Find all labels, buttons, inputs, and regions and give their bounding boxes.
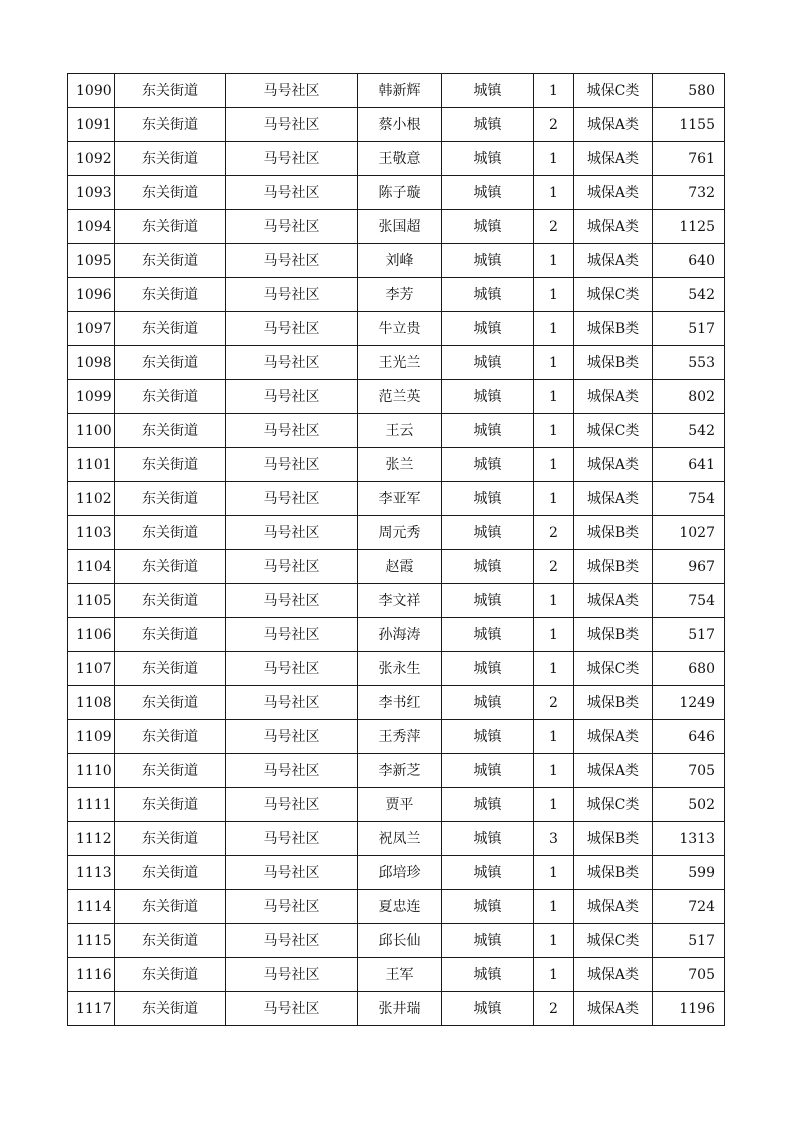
cell-subdistrict: 东关街道 bbox=[115, 380, 226, 414]
cell-household-type: 城镇 bbox=[442, 924, 534, 958]
cell-household-type: 城镇 bbox=[442, 856, 534, 890]
cell-household-size: 1 bbox=[534, 448, 574, 482]
cell-community: 马号社区 bbox=[226, 414, 358, 448]
cell-household-type: 城镇 bbox=[442, 516, 534, 550]
cell-amount: 517 bbox=[653, 618, 725, 652]
cell-subdistrict: 东关街道 bbox=[115, 686, 226, 720]
cell-name: 范兰英 bbox=[358, 380, 442, 414]
cell-name: 王光兰 bbox=[358, 346, 442, 380]
cell-category: 城保A类 bbox=[574, 244, 653, 278]
cell-serial-number: 1114 bbox=[68, 890, 115, 924]
cell-amount: 1027 bbox=[653, 516, 725, 550]
table-row bbox=[68, 992, 725, 1026]
cell-household-size: 1 bbox=[534, 346, 574, 380]
cell-subdistrict: 东关街道 bbox=[115, 890, 226, 924]
cell-subdistrict: 东关街道 bbox=[115, 278, 226, 312]
cell-household-size: 1 bbox=[534, 142, 574, 176]
cell-household-size: 1 bbox=[534, 856, 574, 890]
table-row bbox=[68, 516, 725, 550]
cell-serial-number: 1107 bbox=[68, 652, 115, 686]
table-row bbox=[68, 822, 725, 856]
cell-household-type: 城镇 bbox=[442, 346, 534, 380]
cell-household-size: 1 bbox=[534, 312, 574, 346]
table-row bbox=[68, 312, 725, 346]
cell-name: 刘峰 bbox=[358, 244, 442, 278]
cell-name: 李芳 bbox=[358, 278, 442, 312]
cell-name: 李书红 bbox=[358, 686, 442, 720]
cell-name: 张国超 bbox=[358, 210, 442, 244]
cell-category: 城保B类 bbox=[574, 822, 653, 856]
table-row bbox=[68, 652, 725, 686]
cell-household-size: 1 bbox=[534, 74, 574, 108]
cell-household-type: 城镇 bbox=[442, 482, 534, 516]
cell-amount: 680 bbox=[653, 652, 725, 686]
cell-household-size: 1 bbox=[534, 652, 574, 686]
cell-category: 城保A类 bbox=[574, 890, 653, 924]
table-row bbox=[68, 856, 725, 890]
cell-community: 马号社区 bbox=[226, 244, 358, 278]
cell-household-size: 1 bbox=[534, 618, 574, 652]
table-row bbox=[68, 414, 725, 448]
cell-name: 王秀萍 bbox=[358, 720, 442, 754]
cell-category: 城保B类 bbox=[574, 550, 653, 584]
cell-community: 马号社区 bbox=[226, 992, 358, 1026]
cell-household-size: 1 bbox=[534, 584, 574, 618]
table-row bbox=[68, 482, 725, 516]
cell-community: 马号社区 bbox=[226, 924, 358, 958]
cell-amount: 502 bbox=[653, 788, 725, 822]
cell-household-size: 1 bbox=[534, 924, 574, 958]
cell-serial-number: 1111 bbox=[68, 788, 115, 822]
cell-subdistrict: 东关街道 bbox=[115, 244, 226, 278]
cell-category: 城保B类 bbox=[574, 312, 653, 346]
cell-amount: 705 bbox=[653, 754, 725, 788]
cell-household-type: 城镇 bbox=[442, 210, 534, 244]
cell-household-size: 1 bbox=[534, 754, 574, 788]
cell-amount: 732 bbox=[653, 176, 725, 210]
cell-category: 城保A类 bbox=[574, 448, 653, 482]
cell-name: 陈子璇 bbox=[358, 176, 442, 210]
cell-household-size: 1 bbox=[534, 788, 574, 822]
cell-serial-number: 1106 bbox=[68, 618, 115, 652]
cell-household-size: 1 bbox=[534, 244, 574, 278]
cell-community: 马号社区 bbox=[226, 618, 358, 652]
cell-community: 马号社区 bbox=[226, 210, 358, 244]
cell-name: 夏忠连 bbox=[358, 890, 442, 924]
cell-name: 贾平 bbox=[358, 788, 442, 822]
table-row bbox=[68, 890, 725, 924]
cell-serial-number: 1117 bbox=[68, 992, 115, 1026]
cell-household-type: 城镇 bbox=[442, 312, 534, 346]
cell-amount: 1196 bbox=[653, 992, 725, 1026]
table-row bbox=[68, 924, 725, 958]
cell-amount: 802 bbox=[653, 380, 725, 414]
cell-serial-number: 1098 bbox=[68, 346, 115, 380]
cell-household-size: 2 bbox=[534, 686, 574, 720]
cell-household-type: 城镇 bbox=[442, 618, 534, 652]
cell-serial-number: 1110 bbox=[68, 754, 115, 788]
cell-household-type: 城镇 bbox=[442, 108, 534, 142]
cell-name: 张兰 bbox=[358, 448, 442, 482]
table-row bbox=[68, 754, 725, 788]
cell-serial-number: 1100 bbox=[68, 414, 115, 448]
cell-amount: 517 bbox=[653, 312, 725, 346]
cell-serial-number: 1092 bbox=[68, 142, 115, 176]
cell-category: 城保B类 bbox=[574, 856, 653, 890]
table-row bbox=[68, 142, 725, 176]
cell-name: 孙海涛 bbox=[358, 618, 442, 652]
cell-household-type: 城镇 bbox=[442, 448, 534, 482]
cell-community: 马号社区 bbox=[226, 108, 358, 142]
cell-serial-number: 1112 bbox=[68, 822, 115, 856]
cell-amount: 646 bbox=[653, 720, 725, 754]
cell-name: 周元秀 bbox=[358, 516, 442, 550]
cell-name: 邱培珍 bbox=[358, 856, 442, 890]
cell-household-size: 1 bbox=[534, 414, 574, 448]
cell-household-type: 城镇 bbox=[442, 584, 534, 618]
cell-community: 马号社区 bbox=[226, 380, 358, 414]
cell-household-size: 2 bbox=[534, 992, 574, 1026]
cell-household-type: 城镇 bbox=[442, 992, 534, 1026]
table-row bbox=[68, 74, 725, 108]
subsidy-roster-table bbox=[67, 73, 725, 1026]
cell-category: 城保A类 bbox=[574, 584, 653, 618]
cell-serial-number: 1094 bbox=[68, 210, 115, 244]
cell-household-size: 1 bbox=[534, 278, 574, 312]
cell-community: 马号社区 bbox=[226, 856, 358, 890]
cell-household-type: 城镇 bbox=[442, 244, 534, 278]
cell-household-size: 2 bbox=[534, 210, 574, 244]
cell-household-type: 城镇 bbox=[442, 958, 534, 992]
cell-name: 王云 bbox=[358, 414, 442, 448]
cell-subdistrict: 东关街道 bbox=[115, 652, 226, 686]
cell-community: 马号社区 bbox=[226, 176, 358, 210]
cell-subdistrict: 东关街道 bbox=[115, 856, 226, 890]
cell-amount: 1313 bbox=[653, 822, 725, 856]
cell-category: 城保C类 bbox=[574, 278, 653, 312]
table-row bbox=[68, 550, 725, 584]
cell-household-type: 城镇 bbox=[442, 278, 534, 312]
cell-subdistrict: 东关街道 bbox=[115, 754, 226, 788]
cell-community: 马号社区 bbox=[226, 142, 358, 176]
cell-community: 马号社区 bbox=[226, 686, 358, 720]
cell-household-type: 城镇 bbox=[442, 142, 534, 176]
cell-serial-number: 1109 bbox=[68, 720, 115, 754]
table-row bbox=[68, 958, 725, 992]
cell-subdistrict: 东关街道 bbox=[115, 516, 226, 550]
cell-amount: 967 bbox=[653, 550, 725, 584]
cell-subdistrict: 东关街道 bbox=[115, 822, 226, 856]
cell-amount: 1249 bbox=[653, 686, 725, 720]
cell-household-size: 3 bbox=[534, 822, 574, 856]
cell-household-size: 1 bbox=[534, 720, 574, 754]
cell-name: 李亚军 bbox=[358, 482, 442, 516]
cell-household-type: 城镇 bbox=[442, 720, 534, 754]
cell-serial-number: 1104 bbox=[68, 550, 115, 584]
cell-category: 城保B类 bbox=[574, 516, 653, 550]
cell-subdistrict: 东关街道 bbox=[115, 584, 226, 618]
table-row bbox=[68, 448, 725, 482]
cell-subdistrict: 东关街道 bbox=[115, 346, 226, 380]
cell-household-type: 城镇 bbox=[442, 380, 534, 414]
table-row bbox=[68, 720, 725, 754]
cell-household-type: 城镇 bbox=[442, 822, 534, 856]
cell-amount: 640 bbox=[653, 244, 725, 278]
cell-name: 王敬意 bbox=[358, 142, 442, 176]
cell-subdistrict: 东关街道 bbox=[115, 788, 226, 822]
table-row bbox=[68, 278, 725, 312]
cell-category: 城保A类 bbox=[574, 754, 653, 788]
cell-household-type: 城镇 bbox=[442, 550, 534, 584]
cell-community: 马号社区 bbox=[226, 516, 358, 550]
cell-household-size: 1 bbox=[534, 380, 574, 414]
cell-serial-number: 1097 bbox=[68, 312, 115, 346]
cell-household-type: 城镇 bbox=[442, 176, 534, 210]
cell-subdistrict: 东关街道 bbox=[115, 924, 226, 958]
cell-name: 李新芝 bbox=[358, 754, 442, 788]
cell-community: 马号社区 bbox=[226, 278, 358, 312]
cell-subdistrict: 东关街道 bbox=[115, 176, 226, 210]
cell-household-type: 城镇 bbox=[442, 686, 534, 720]
cell-community: 马号社区 bbox=[226, 822, 358, 856]
cell-category: 城保C类 bbox=[574, 74, 653, 108]
cell-subdistrict: 东关街道 bbox=[115, 482, 226, 516]
cell-subdistrict: 东关街道 bbox=[115, 74, 226, 108]
cell-community: 马号社区 bbox=[226, 448, 358, 482]
cell-amount: 553 bbox=[653, 346, 725, 380]
cell-subdistrict: 东关街道 bbox=[115, 414, 226, 448]
cell-category: 城保A类 bbox=[574, 380, 653, 414]
cell-amount: 705 bbox=[653, 958, 725, 992]
cell-name: 蔡小根 bbox=[358, 108, 442, 142]
cell-name: 邱长仙 bbox=[358, 924, 442, 958]
cell-amount: 517 bbox=[653, 924, 725, 958]
table-row bbox=[68, 618, 725, 652]
table-row bbox=[68, 210, 725, 244]
table-row bbox=[68, 346, 725, 380]
cell-name: 韩新辉 bbox=[358, 74, 442, 108]
cell-amount: 641 bbox=[653, 448, 725, 482]
cell-community: 马号社区 bbox=[226, 788, 358, 822]
cell-serial-number: 1115 bbox=[68, 924, 115, 958]
cell-amount: 754 bbox=[653, 584, 725, 618]
cell-subdistrict: 东关街道 bbox=[115, 958, 226, 992]
cell-serial-number: 1101 bbox=[68, 448, 115, 482]
cell-serial-number: 1103 bbox=[68, 516, 115, 550]
cell-community: 马号社区 bbox=[226, 890, 358, 924]
cell-household-size: 1 bbox=[534, 176, 574, 210]
cell-serial-number: 1095 bbox=[68, 244, 115, 278]
cell-subdistrict: 东关街道 bbox=[115, 618, 226, 652]
cell-subdistrict: 东关街道 bbox=[115, 550, 226, 584]
cell-community: 马号社区 bbox=[226, 754, 358, 788]
cell-category: 城保A类 bbox=[574, 482, 653, 516]
cell-amount: 580 bbox=[653, 74, 725, 108]
cell-category: 城保C类 bbox=[574, 652, 653, 686]
cell-serial-number: 1108 bbox=[68, 686, 115, 720]
cell-community: 马号社区 bbox=[226, 482, 358, 516]
cell-household-type: 城镇 bbox=[442, 74, 534, 108]
cell-community: 马号社区 bbox=[226, 346, 358, 380]
cell-household-size: 2 bbox=[534, 516, 574, 550]
cell-name: 祝凤兰 bbox=[358, 822, 442, 856]
cell-category: 城保C类 bbox=[574, 788, 653, 822]
cell-household-type: 城镇 bbox=[442, 890, 534, 924]
cell-serial-number: 1099 bbox=[68, 380, 115, 414]
cell-amount: 754 bbox=[653, 482, 725, 516]
cell-amount: 1125 bbox=[653, 210, 725, 244]
cell-name: 王军 bbox=[358, 958, 442, 992]
cell-subdistrict: 东关街道 bbox=[115, 448, 226, 482]
cell-name: 张井瑞 bbox=[358, 992, 442, 1026]
cell-serial-number: 1105 bbox=[68, 584, 115, 618]
cell-community: 马号社区 bbox=[226, 74, 358, 108]
cell-serial-number: 1102 bbox=[68, 482, 115, 516]
cell-category: 城保C类 bbox=[574, 924, 653, 958]
cell-serial-number: 1096 bbox=[68, 278, 115, 312]
cell-subdistrict: 东关街道 bbox=[115, 312, 226, 346]
cell-household-type: 城镇 bbox=[442, 414, 534, 448]
cell-name: 赵霞 bbox=[358, 550, 442, 584]
table-row bbox=[68, 108, 725, 142]
cell-serial-number: 1116 bbox=[68, 958, 115, 992]
cell-serial-number: 1090 bbox=[68, 74, 115, 108]
cell-amount: 761 bbox=[653, 142, 725, 176]
cell-household-size: 2 bbox=[534, 550, 574, 584]
table-row bbox=[68, 380, 725, 414]
cell-community: 马号社区 bbox=[226, 550, 358, 584]
cell-category: 城保A类 bbox=[574, 210, 653, 244]
cell-amount: 1155 bbox=[653, 108, 725, 142]
cell-household-type: 城镇 bbox=[442, 652, 534, 686]
cell-community: 马号社区 bbox=[226, 584, 358, 618]
cell-household-type: 城镇 bbox=[442, 754, 534, 788]
table-row bbox=[68, 176, 725, 210]
cell-name: 李文祥 bbox=[358, 584, 442, 618]
cell-serial-number: 1091 bbox=[68, 108, 115, 142]
cell-amount: 599 bbox=[653, 856, 725, 890]
cell-amount: 542 bbox=[653, 278, 725, 312]
cell-category: 城保C类 bbox=[574, 414, 653, 448]
cell-category: 城保A类 bbox=[574, 958, 653, 992]
cell-subdistrict: 东关街道 bbox=[115, 210, 226, 244]
cell-serial-number: 1093 bbox=[68, 176, 115, 210]
cell-household-type: 城镇 bbox=[442, 788, 534, 822]
cell-household-size: 2 bbox=[534, 108, 574, 142]
cell-household-size: 1 bbox=[534, 958, 574, 992]
cell-category: 城保B类 bbox=[574, 686, 653, 720]
table-row bbox=[68, 244, 725, 278]
cell-community: 马号社区 bbox=[226, 312, 358, 346]
cell-subdistrict: 东关街道 bbox=[115, 720, 226, 754]
table-body bbox=[68, 74, 725, 1026]
cell-subdistrict: 东关街道 bbox=[115, 142, 226, 176]
cell-serial-number: 1113 bbox=[68, 856, 115, 890]
cell-amount: 724 bbox=[653, 890, 725, 924]
cell-category: 城保B类 bbox=[574, 618, 653, 652]
cell-subdistrict: 东关街道 bbox=[115, 992, 226, 1026]
cell-amount: 542 bbox=[653, 414, 725, 448]
cell-household-size: 1 bbox=[534, 890, 574, 924]
cell-subdistrict: 东关街道 bbox=[115, 108, 226, 142]
cell-category: 城保A类 bbox=[574, 992, 653, 1026]
cell-category: 城保A类 bbox=[574, 720, 653, 754]
cell-name: 牛立贵 bbox=[358, 312, 442, 346]
cell-community: 马号社区 bbox=[226, 652, 358, 686]
cell-category: 城保A类 bbox=[574, 108, 653, 142]
table-row bbox=[68, 584, 725, 618]
cell-name: 张永生 bbox=[358, 652, 442, 686]
cell-community: 马号社区 bbox=[226, 958, 358, 992]
cell-category: 城保B类 bbox=[574, 346, 653, 380]
cell-category: 城保A类 bbox=[574, 142, 653, 176]
table-row bbox=[68, 686, 725, 720]
cell-community: 马号社区 bbox=[226, 720, 358, 754]
cell-household-size: 1 bbox=[534, 482, 574, 516]
table-row bbox=[68, 788, 725, 822]
cell-category: 城保A类 bbox=[574, 176, 653, 210]
